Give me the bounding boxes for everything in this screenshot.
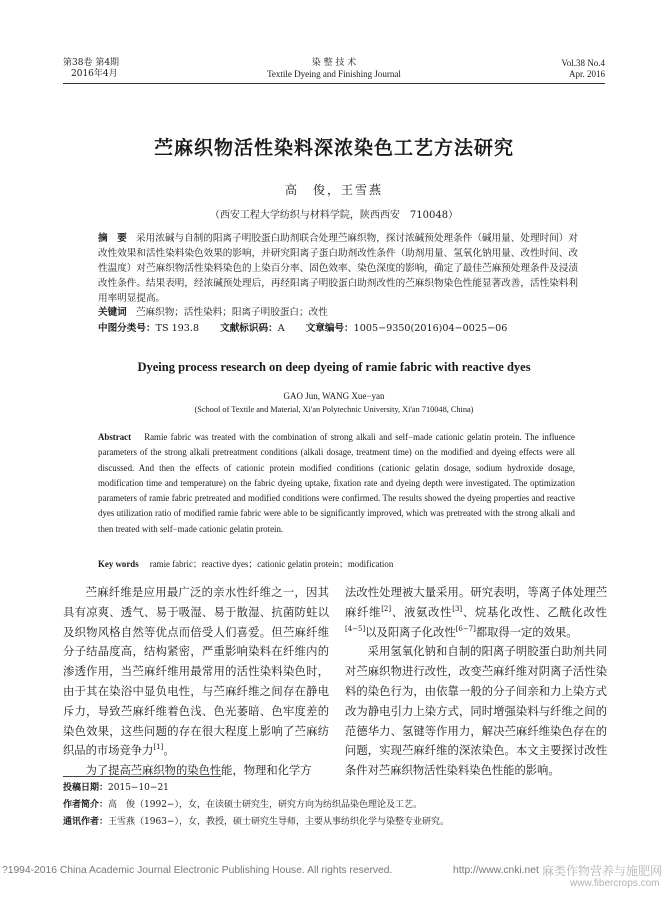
journal-name-cn: 染 整 技 术 bbox=[311, 58, 357, 68]
body-paragraph: 为了提高苎麻织物的染色性能，物理和化学方 bbox=[85, 764, 312, 778]
keywords-en-label: Key words bbox=[98, 559, 139, 569]
keywords-cn bbox=[98, 306, 578, 320]
document-code: 文献标识码：A bbox=[220, 323, 285, 334]
footnote-corresponding: 通讯作者：王雪燕（1963−），女，教授，硕士研究生导师，主要从事纺织化学与染整专业研究。 bbox=[63, 817, 449, 827]
footnote-rule bbox=[63, 776, 221, 777]
cnki-link[interactable]: http://www.cnki.net bbox=[453, 865, 539, 876]
header-volume: 第38卷 第4期 bbox=[63, 58, 120, 68]
affiliation-cn: （西安工程大学纺织与材料学院，陕西西安 710048） bbox=[209, 210, 459, 221]
body-paragraph: 法改性处理被大量采用。研究表明，等离子体处理苎麻纤维[2]、液氨改性[3]、烷基化改性、乙酰化改性[4−5]以及阳离子化改性[6−7]都取得一定的效果。 bbox=[345, 586, 607, 639]
keywords-en bbox=[98, 557, 575, 571]
clc-number: 中图分类号：TS 193.8 bbox=[98, 323, 200, 334]
article-number: 文章编号：1005−9350(2016)04−0025−06 bbox=[305, 323, 508, 334]
header-right bbox=[520, 58, 605, 80]
header-date: 2016年4月 bbox=[71, 69, 118, 79]
citation: [1] bbox=[153, 743, 164, 752]
citation: [6−7] bbox=[455, 624, 476, 633]
watermark-cn: 麻类作物营养与施肥网 bbox=[542, 864, 663, 878]
body-left-column bbox=[63, 583, 329, 781]
body-paragraph: 苎麻纤维是应用最广泛的亲水性纤维之一，因其具有凉爽、透气、易于吸湿、易于散湿、抗菌防蛀以及织物风格自然等优点而倍受人们喜爱。但苎麻纤维分子结晶度高，结构紧密，严重影响染料在纤维内的渗透作用，当苎麻纤维用最常用的活性染料染色时，由于其在染浴中显负电性，与苎麻纤维之间存在静电斥力，导致苎麻纤维着色浅、色光萎暗、色牢度差的染色效果，这些问题的存在很大程度上影响了苎麻纺织品的市场竞争力[1]。 bbox=[63, 586, 329, 758]
abstract-en-text: Ramie fabric was treated with the combination of strong alkali and self−made cationic gelatin protein. The influence parameters of the strong alkali pretreatment conditions (alkali dosage, treatment time) on the modified and dyeing effects were all discussed. And then the effects of cationic protein modified conditions (cationic gelatin dosage, sodium hydroxide dosage, modification time and temperature) on the fabric dyeing uptake, fixation rate and dyeing depth were investigated. The optimization parameters of ramie fabric pretreated and modified conditions were confirmed. The results showed the dyeing properties and reactive dyes utilization ratio of modified ramie fabric were able to be significantly improved, which was pretreated with the strong alkali and then treated with self−made cationic gelatin protein. bbox=[98, 432, 575, 534]
header-month: Apr. 2016 bbox=[569, 69, 605, 79]
abstract-en-label: Abstract bbox=[98, 432, 132, 442]
body-paragraph: 采用氢氧化钠和自制的阳离子明胶蛋白助剂共同对苎麻织物进行改性，改变苎麻纤维对阴离子活性染料的染色行为，由依靠一般的分子间亲和力上染方式改为静电引力上染方式，同时增强染料与纤维之间的范德华力、氢键等作用力，解决苎麻纤维染色存在的问题，实现苎麻纤维的深浓染色。本文主要探讨改性条件对苎麻织物活性染料染色性能的影响。 bbox=[345, 645, 607, 778]
abstract-cn-text: 采用浓碱与自制的阳离子明胶蛋白助剂联合处理苎麻织物，探讨浓碱预处理条件（碱用量、处理时间）对改性效果和活性染料染色效果的影响，并研究阳离子蛋白助剂改性条件（助剂用量、氢氧化钠用量、改性时间、改性温度）对苎麻织物活性染料染色的上染百分率、固色效率、染色深度的影响，确定了最佳苎麻预处理条件及浸渍改性条件。结果表明，经浓碱预处理后，再经阳离子明胶蛋白助剂改性的苎麻织物染色性能显著改善，活性染料利用率明显提高。 bbox=[98, 233, 579, 304]
keywords-cn-label: 关键词 bbox=[98, 307, 127, 318]
paper-title-en: Dyeing process research on deep dyeing of ramie fabric with reactive dyes bbox=[137, 360, 531, 374]
journal-name-en: Textile Dyeing and Finishing Journal bbox=[267, 69, 401, 79]
header-center bbox=[234, 58, 434, 80]
citation: [3] bbox=[452, 605, 463, 614]
authors-cn: 高 俊，王雪燕 bbox=[284, 183, 383, 197]
citation: [4−5] bbox=[345, 624, 366, 633]
header-left bbox=[63, 58, 119, 80]
abstract-en bbox=[98, 430, 575, 537]
citation: [2] bbox=[381, 605, 392, 614]
footnote-author-bio: 作者简介：高 俊（1992−），女，在读硕士研究生，研究方向为纺织品染色理论及工艺。 bbox=[63, 800, 422, 810]
header-rule bbox=[63, 83, 605, 84]
copyright-notice: ?1994-2016 China Academic Journal Electronic Publishing House. All rights reserved. bbox=[2, 865, 393, 876]
classification-cn bbox=[98, 322, 578, 336]
header-vol-no: Vol.38 No.4 bbox=[561, 58, 605, 68]
affiliation-en: (School of Textile and Material, Xi'an Polytechnic University, Xi'an 710048, China) bbox=[194, 405, 474, 414]
watermark-url: www.fibercrops.com bbox=[570, 878, 660, 889]
abstract-cn-label: 摘 要 bbox=[98, 233, 127, 244]
keywords-en-text: ramie fabric；reactive dyes；cationic gelatin protein；modification bbox=[149, 559, 394, 569]
footnote-received: 投稿日期：2015−10−21 bbox=[63, 783, 169, 793]
keywords-cn-text: 苎麻织物；活性染料；阳离子明胶蛋白；改性 bbox=[135, 307, 328, 318]
paper-title-cn: 苎麻织物活性染料深浓染色工艺方法研究 bbox=[153, 137, 514, 159]
authors-en: GAO Jun, WANG Xue−yan bbox=[283, 391, 385, 401]
abstract-cn bbox=[98, 231, 578, 306]
body-right-column bbox=[345, 583, 607, 781]
